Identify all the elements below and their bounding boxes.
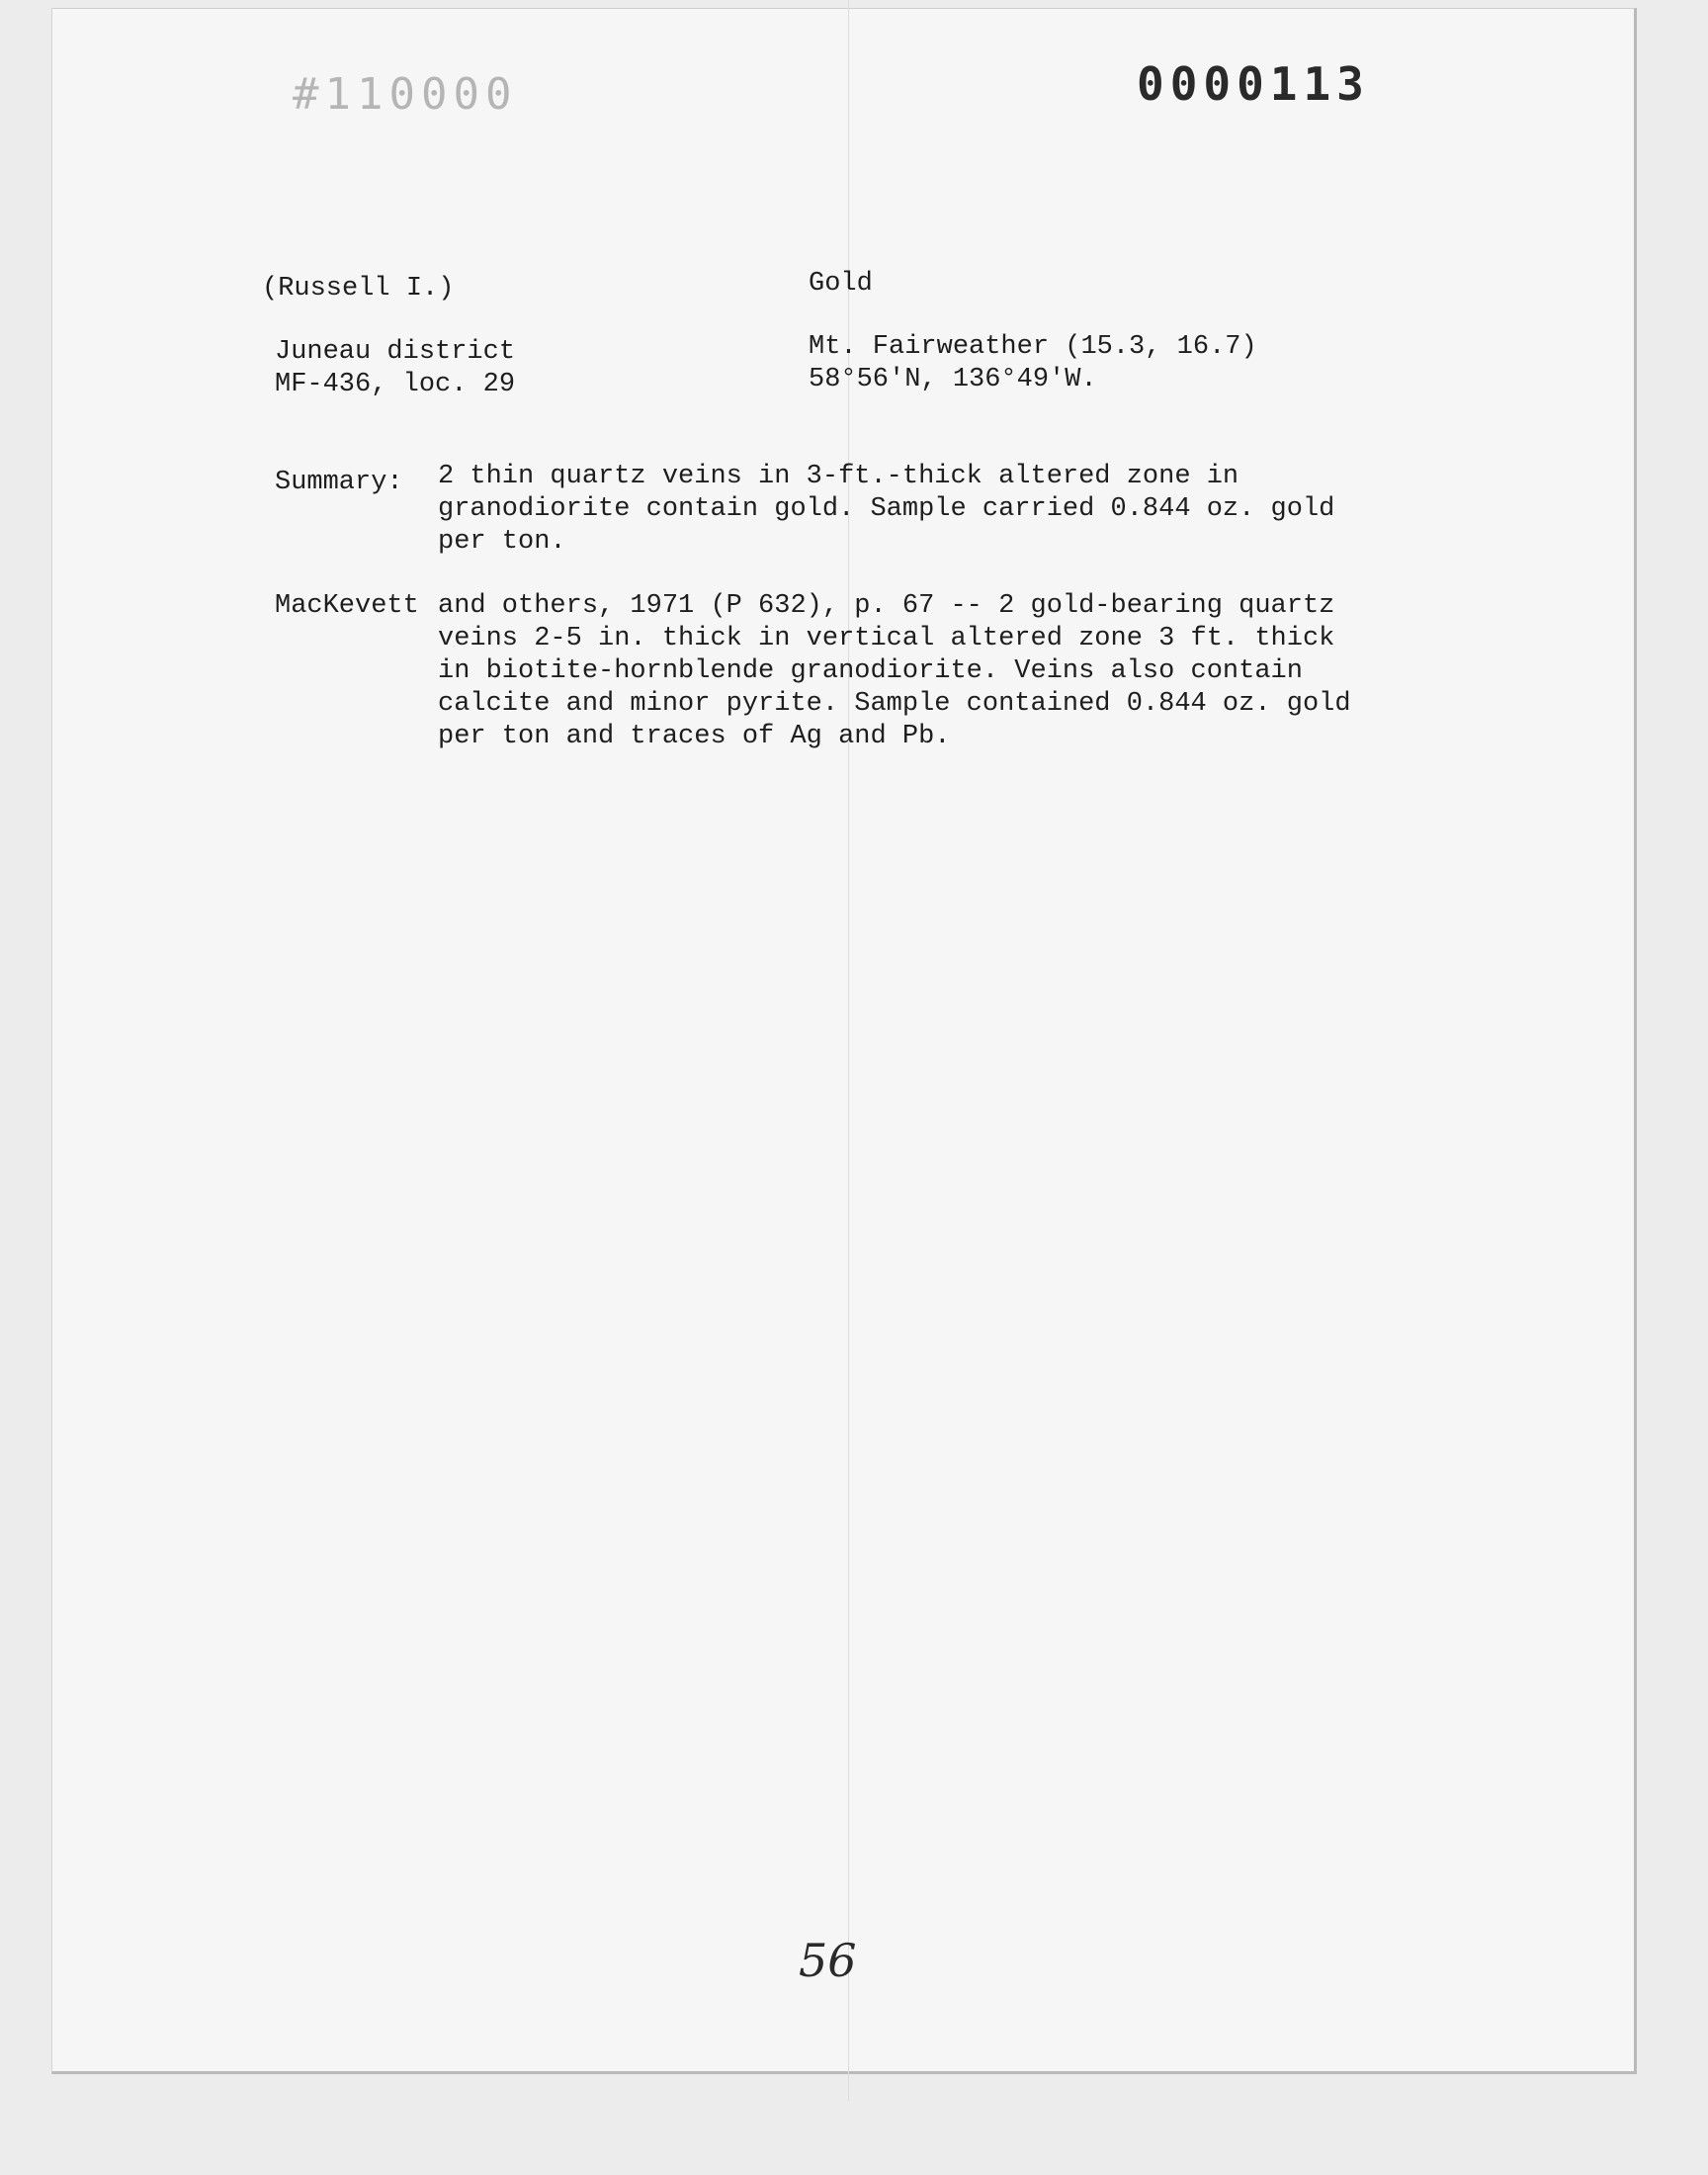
- district: Juneau district: [275, 337, 516, 367]
- summary-line: per ton.: [438, 527, 566, 557]
- reference-text: [438, 590, 1351, 753]
- reference-line: in biotite-hornblende granodiorite. Veins also contain: [438, 656, 1303, 686]
- summary-line: 2 thin quartz veins in 3-ft.-thick altered zone in: [438, 462, 1239, 491]
- document-sheet: [51, 8, 1637, 2074]
- reference-line: per ton and traces of Ag and Pb.: [438, 722, 951, 751]
- handwritten-page-number: 56: [799, 1934, 857, 1987]
- reference-line: and others, 1971 (P 632), p. 67 -- 2 gold-bearing quartz: [438, 591, 1335, 621]
- island-name: (Russell I.): [262, 274, 455, 304]
- reference-line: veins 2-5 in. thick in vertical altered zone 3 ft. thick: [438, 624, 1335, 653]
- map-reference: MF-436, loc. 29: [275, 370, 516, 399]
- faint-stamp-number: #110000: [293, 69, 518, 120]
- summary-text: [438, 461, 1334, 559]
- quadrangle: Mt. Fairweather (15.3, 16.7): [809, 332, 1257, 362]
- summary-label: Summary:: [275, 468, 403, 497]
- coordinates: 58°56'N, 136°49'W.: [809, 365, 1097, 394]
- fold-line: [848, 0, 849, 2101]
- commodity: Gold: [809, 269, 873, 299]
- summary-line: granodiorite contain gold. Sample carried 0.844 oz. gold: [438, 494, 1335, 524]
- reference-author: MacKevett: [275, 591, 419, 621]
- reference-line: calcite and minor pyrite. Sample contained 0.844 oz. gold: [438, 689, 1351, 719]
- record-number-stamp: 0000113: [1137, 57, 1370, 111]
